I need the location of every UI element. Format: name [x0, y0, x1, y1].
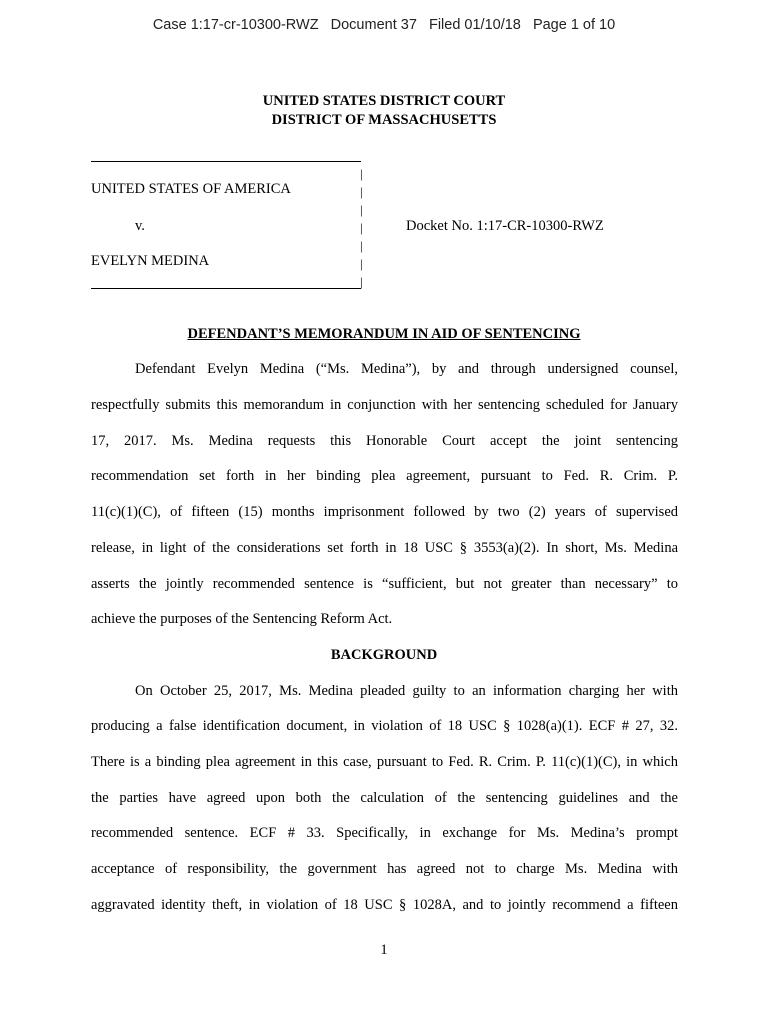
- memo-paragraph-line: 11(c)(1)(C), of fifteen (15) months imprisonment followed by two (2) years of supervised: [91, 504, 678, 520]
- court-district: DISTRICT OF MASSACHUSETTS: [271, 112, 497, 128]
- court-name: UNITED STATES DISTRICT COURT: [262, 93, 506, 109]
- memo-paragraph-line: achieve the purposes of the Sentencing Reform Act.: [91, 611, 393, 627]
- caption-defendant: EVELYN MEDINA: [91, 253, 210, 269]
- background-paragraph-line: the parties have agreed upon both the calculation of the sentencing guidelines and the: [91, 790, 678, 806]
- caption-bar: |: [360, 202, 363, 217]
- background-paragraph-line: recommended sentence. ECF # 33. Specifically, in exchange for Ms. Medina’s prompt: [91, 825, 678, 841]
- docket-number: Docket No. 1:17-CR-10300-RWZ: [406, 218, 604, 234]
- caption-plaintiff: UNITED STATES OF AMERICA: [91, 181, 291, 197]
- background-heading: BACKGROUND: [330, 647, 438, 663]
- caption-bar: |: [360, 274, 363, 289]
- memo-paragraph-line: asserts the jointly recommended sentence is “sufficient, but not greater than necessary” to: [91, 576, 678, 592]
- caption-bar: |: [360, 256, 363, 271]
- background-paragraph-line: aggravated identity theft, in violation of 18 USC § 1028A, and to jointly recommend a fifteen: [91, 897, 678, 913]
- caption-versus: v.: [135, 218, 145, 234]
- caption-top-rule: [91, 161, 361, 162]
- background-paragraph-line: On October 25, 2017, Ms. Medina pleaded guilty to an information charging her with: [135, 683, 678, 699]
- memo-paragraph-line: 17, 2017. Ms. Medina requests this Honorable Court accept the joint sentencing: [91, 433, 678, 449]
- page-number: 1: [380, 942, 388, 958]
- background-paragraph-line: acceptance of responsibility, the government has agreed not to charge Ms. Medina with: [91, 861, 678, 877]
- caption-bar: |: [360, 166, 363, 181]
- memorandum-title: DEFENDANT’S MEMORANDUM IN AID OF SENTENCING: [187, 326, 581, 342]
- background-paragraph-line: There is a binding plea agreement in this case, pursuant to Fed. R. Crim. P. 11(c)(1)(C), in which: [91, 754, 678, 770]
- memo-paragraph-line: recommendation set forth in her binding plea agreement, pursuant to Fed. R. Crim. P.: [91, 468, 678, 484]
- memo-paragraph-line: respectfully submits this memorandum in conjunction with her sentencing scheduled for January: [91, 397, 678, 413]
- background-paragraph-line: producing a false identification document, in violation of 18 USC § 1028(a)(1). ECF # 27, 32.: [91, 718, 678, 734]
- memo-paragraph-line: Defendant Evelyn Medina (“Ms. Medina”), by and through undersigned counsel,: [135, 361, 678, 377]
- caption-bar: |: [360, 220, 363, 235]
- memo-paragraph-line: release, in light of the considerations set forth in 18 USC § 3553(a)(2). In short, Ms. Medina: [91, 540, 678, 556]
- caption-bar: |: [360, 238, 363, 253]
- caption-bottom-rule: [91, 288, 361, 289]
- caption-bar: |: [360, 184, 363, 199]
- case-header-stamp: Case 1:17-cr-10300-RWZ Document 37 Filed 01/10/18 Page 1 of 10: [152, 17, 616, 33]
